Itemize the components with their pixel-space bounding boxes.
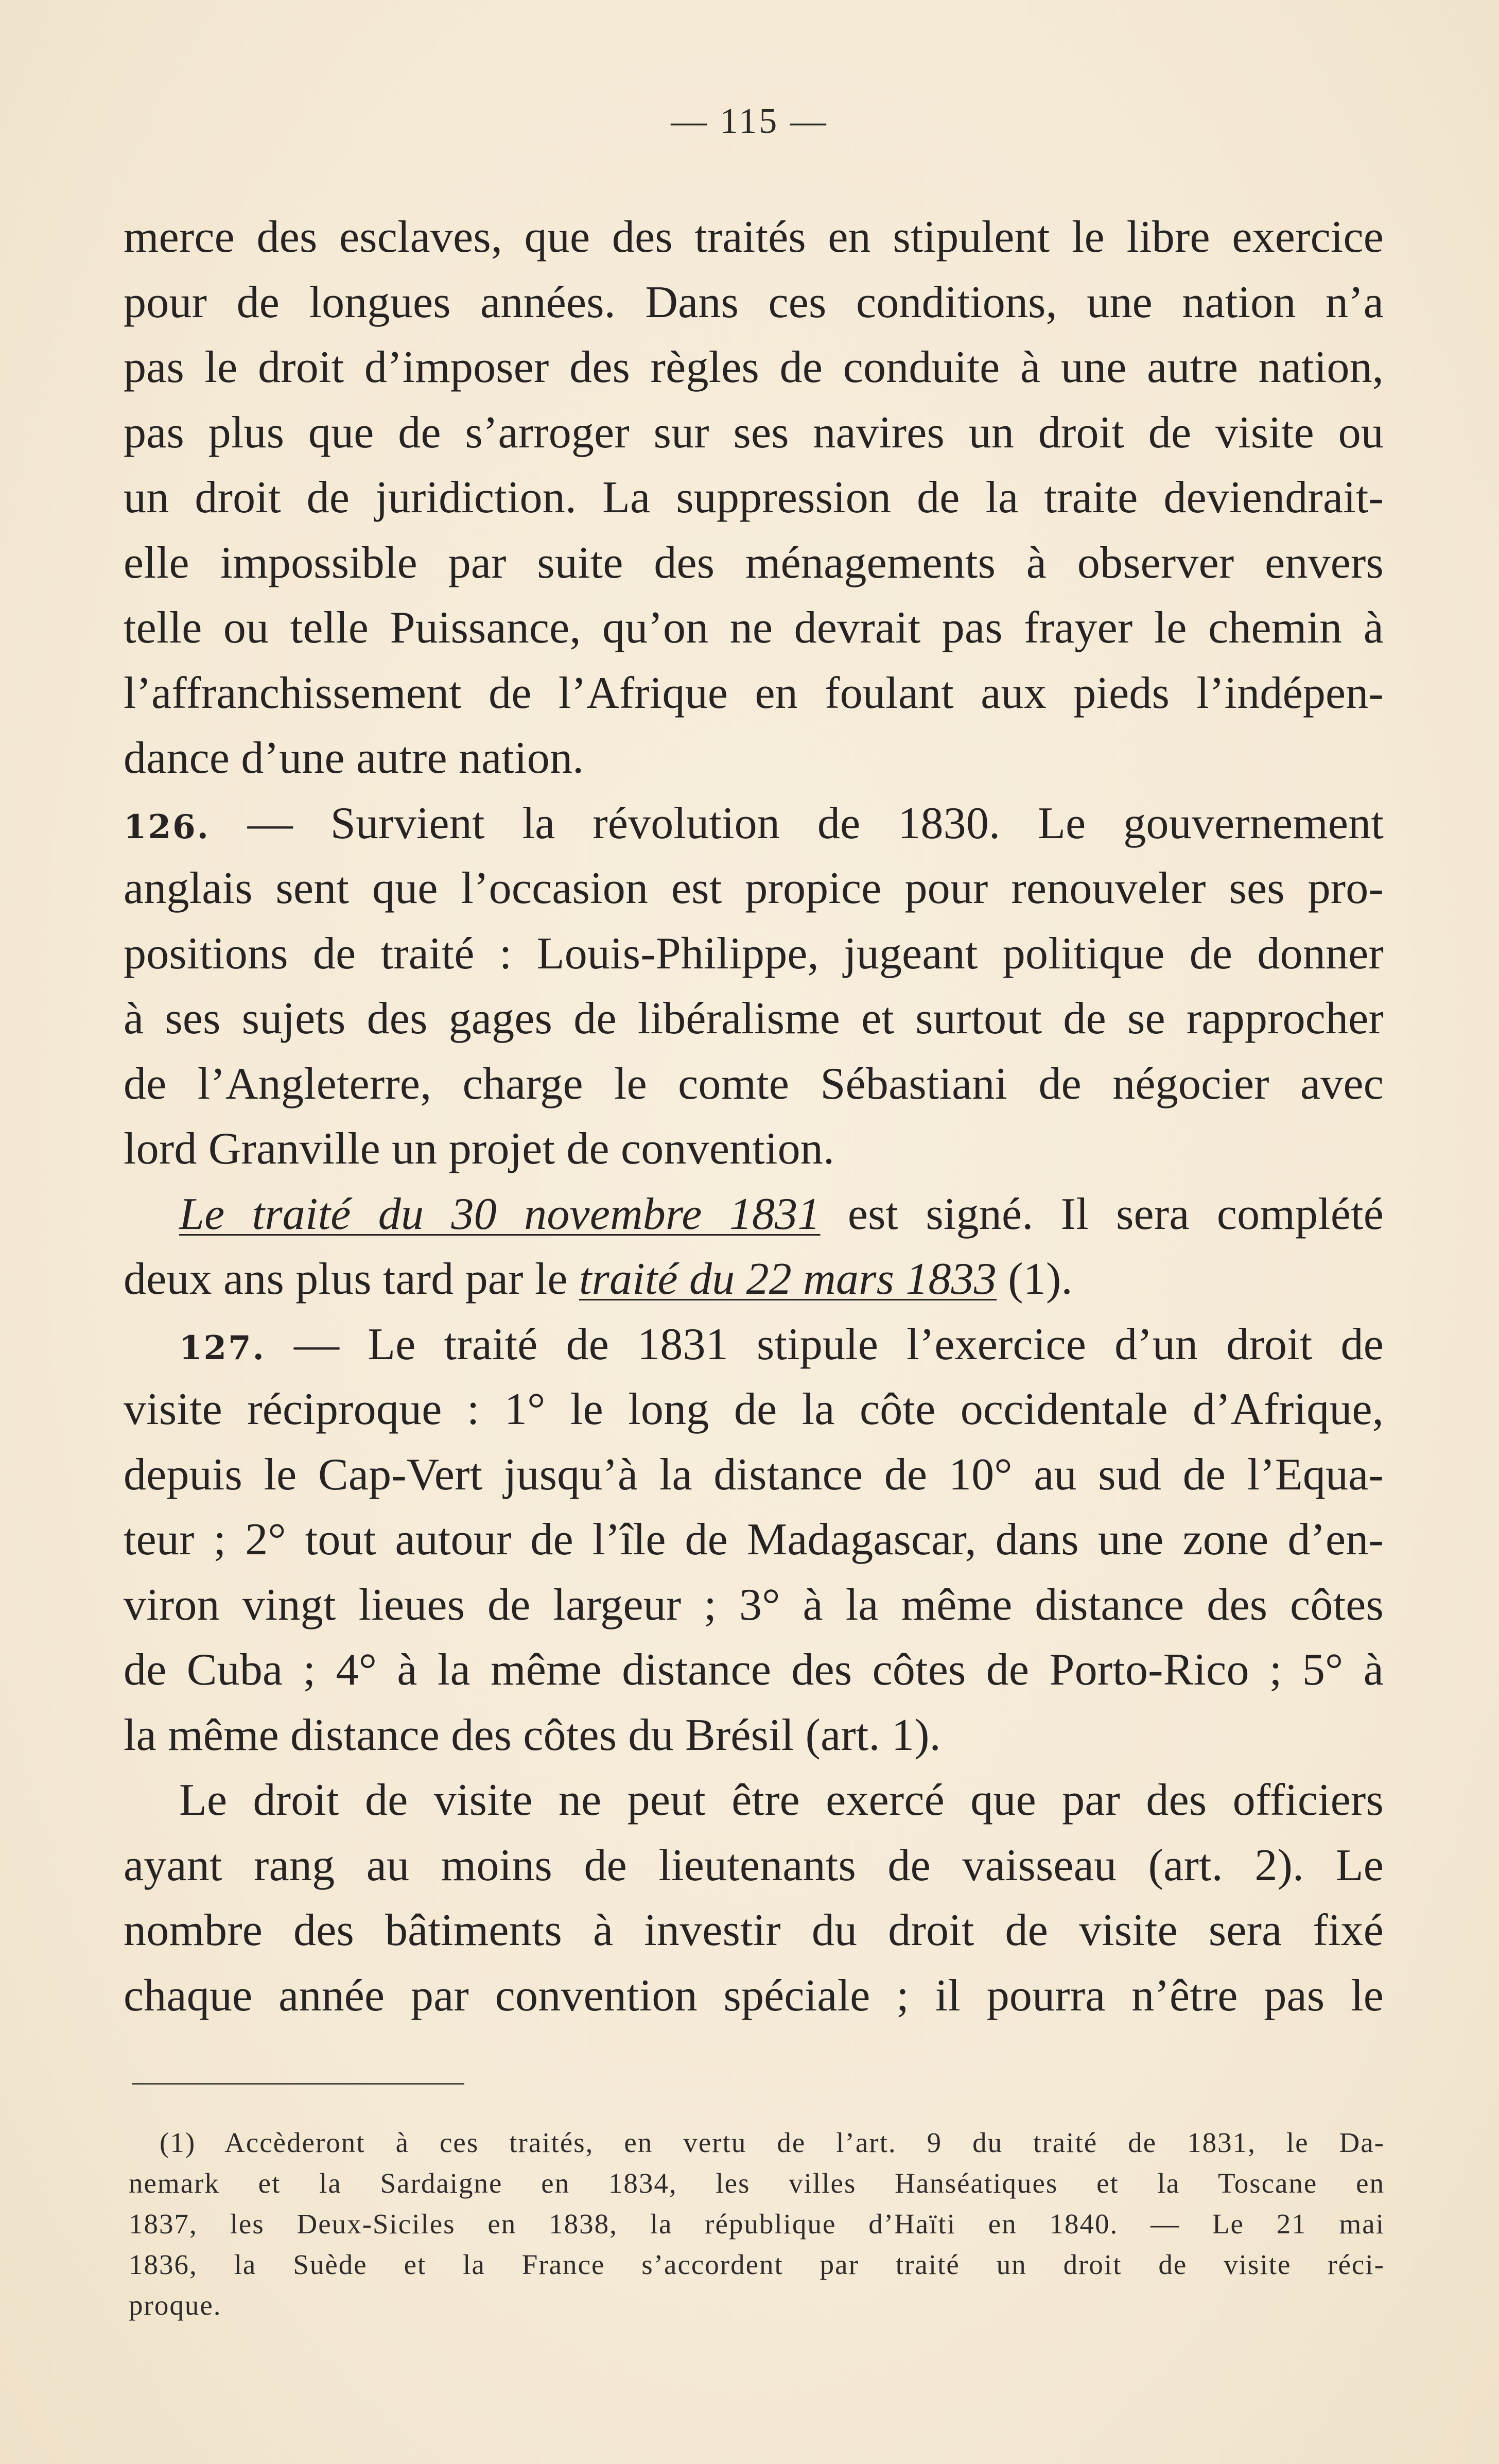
text-line: teur ; 2° tout autour de l’île de Madagascar, dans une zone d’en- <box>124 1515 1384 1565</box>
text-line: pour de longues années. Dans ces conditions, une nation n’a <box>124 277 1384 327</box>
footnotes <box>129 2122 1385 2326</box>
footnote-line: 1836, la Suède et la France s’accordent par traité un droit de visite réci- <box>129 2249 1385 2280</box>
text-line: l’affranchissement de l’Afrique en foulant aux pieds l’indépen- <box>124 668 1384 718</box>
paragraph-126-first-line <box>124 791 1384 857</box>
text-fragment: est signé. Il sera complété <box>820 1189 1384 1239</box>
footnote-line: proque. <box>129 2289 222 2321</box>
text-line: un droit de juridiction. La suppression de la traite deviendrait- <box>124 473 1384 523</box>
text-line: — Le traité de 1831 stipule l’exercice d’un droit de <box>293 1319 1384 1369</box>
text-line: elle impossible par suite des ménagements à observer envers <box>124 537 1384 588</box>
text-line: — Survient la révolution de 1830. Le gouvernement <box>247 798 1384 848</box>
treaty-title-1831: Le traité du 30 novembre 1831 <box>179 1189 821 1239</box>
main-text <box>124 205 1384 2028</box>
text-line: depuis le Cap-Vert jusqu’à la distance de 10° au sud de l’Equa- <box>124 1449 1384 1500</box>
page-number: — 115 — <box>671 101 828 141</box>
text-line: nombre des bâtiments à investir du droit de visite sera fixé <box>124 1905 1384 1955</box>
text-line: ayant rang au moins de lieutenants de vaisseau (art. 2). Le <box>124 1840 1384 1890</box>
text-line: pas le droit d’imposer des règles de conduite à une autre nation, <box>124 342 1384 392</box>
text-line: de Cuba ; 4° à la même distance des côtes de Porto-Rico ; 5° à <box>124 1645 1384 1695</box>
text-line: pas plus que de s’arroger sur ses navires un droit de visite ou <box>124 407 1384 458</box>
text-line: Le droit de visite ne peut être exercé que par des officiers <box>179 1775 1384 1825</box>
text-line: positions de traité : Louis-Philippe, jugeant politique de donner <box>124 928 1384 979</box>
text-line: de l’Angleterre, charge le comte Sébastiani de négocier avec <box>124 1059 1384 1109</box>
paragraph-127-first-line <box>124 1312 1384 1378</box>
text-line: la même distance des côtes du Brésil (art. 1). <box>124 1710 941 1760</box>
text-line: dance d’une autre nation. <box>124 733 584 783</box>
footnote-reference: (1). <box>997 1254 1073 1304</box>
paragraph-number-127: 127. <box>179 1328 266 1367</box>
footnote-line: nemark et la Sardaigne en 1834, les villes Hanséatiques et la Toscane en <box>129 2167 1385 2199</box>
text-line: telle ou telle Puissance, qu’on ne devrait pas frayer le chemin à <box>124 603 1384 653</box>
treaty-line <box>124 1182 1384 1247</box>
paragraph-number-126: 126. <box>124 807 210 846</box>
text-line: merce des esclaves, que des traités en stipulent le libre exercice <box>124 212 1384 262</box>
text-line: visite réciproque : 1° le long de la côte occidentale d’Afrique, <box>124 1384 1384 1434</box>
text-fragment: deux ans plus tard par le <box>124 1254 579 1304</box>
footnote-line: 1837, les Deux-Siciles en 1838, la république d’Haïti en 1840. — Le 21 mai <box>129 2208 1385 2240</box>
footnote-line: (1) Accèderont à ces traités, en vertu de l’art. 9 du traité de 1831, le Da- <box>160 2127 1385 2158</box>
text-line: à ses sujets des gages de libéralisme et surtout de se rapprocher <box>124 994 1384 1044</box>
footnote-separator <box>132 2083 464 2085</box>
treaty-line-2 <box>124 1247 1384 1312</box>
text-line: anglais sent que l’occasion est propice pour renouveler ses pro- <box>124 863 1384 913</box>
text-line: chaque année par convention spéciale ; il pourra n’être pas le <box>124 1970 1384 2021</box>
text-line: viron vingt lieues de largeur ; 3° à la même distance des côtes <box>124 1580 1384 1630</box>
text-line: lord Granville un projet de convention. <box>124 1124 835 1174</box>
treaty-title-1833: traité du 22 mars 1833 <box>579 1254 997 1304</box>
